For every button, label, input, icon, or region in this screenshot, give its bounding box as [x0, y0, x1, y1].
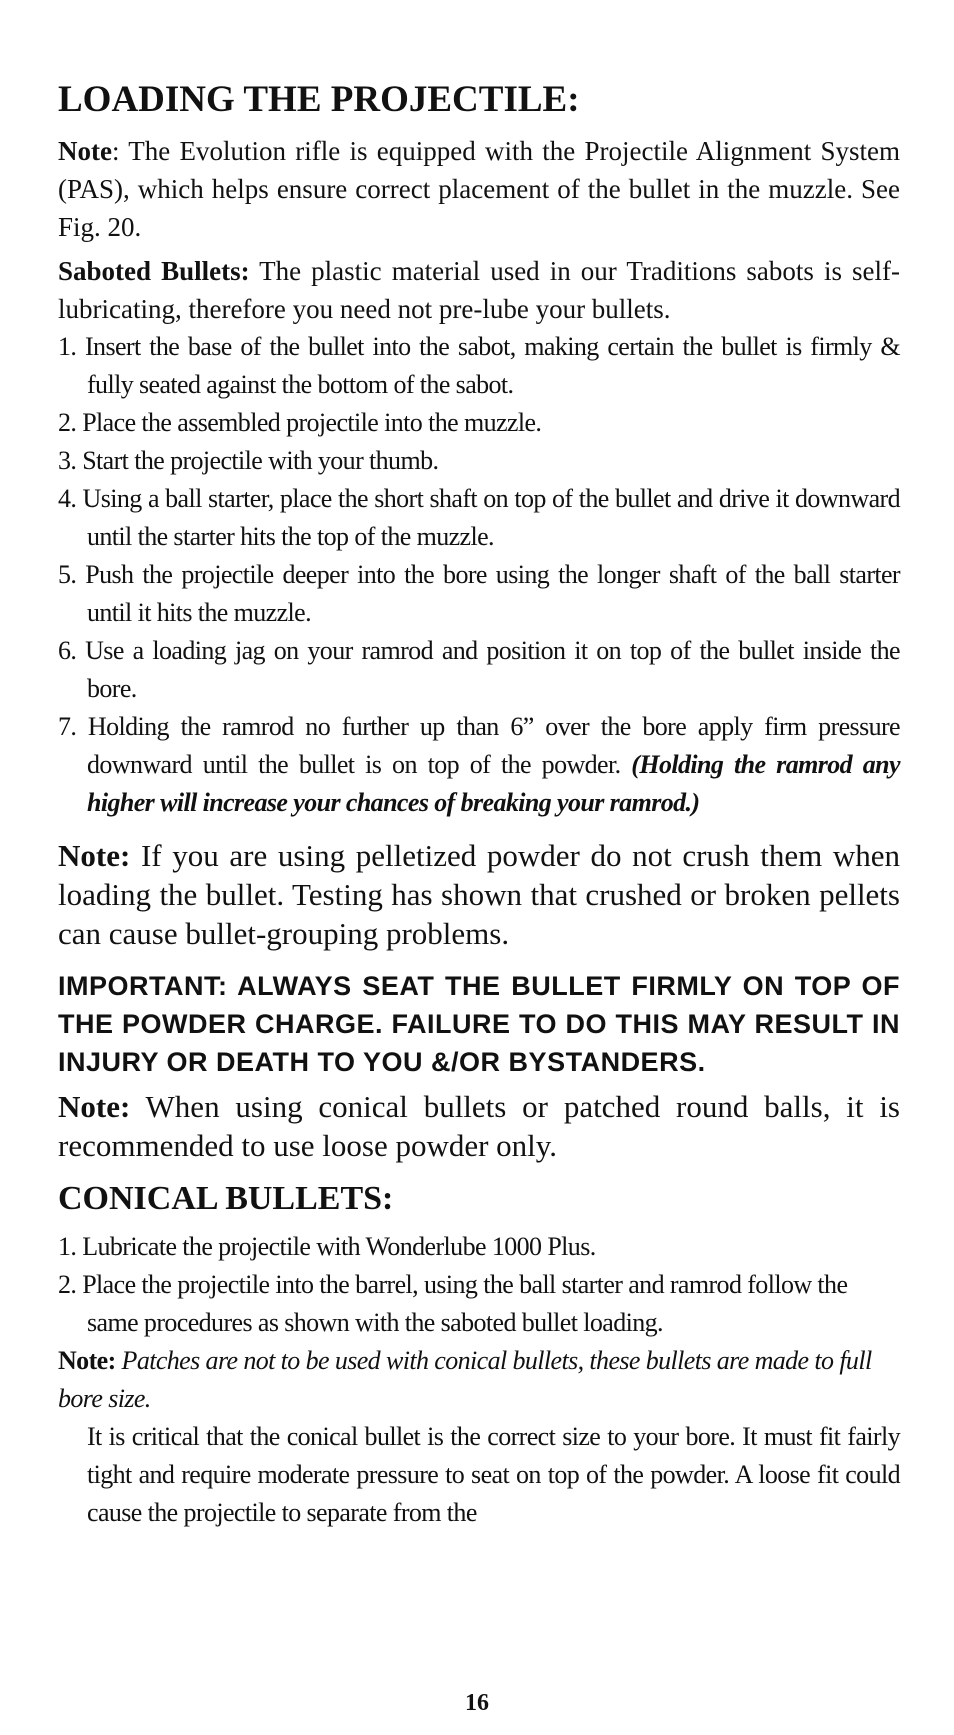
note-pas-text: : The Evolution rifle is equipped with the Projectile Alignment System (PAS), which helps ensure correct placement of the bullet in the muzzle. See Fig. 20. — [58, 136, 900, 243]
step7-warning: (Holding the ramrod any higher will increase your chances of breaking your ramrod.) — [87, 750, 900, 818]
page-number: 16 — [465, 1690, 489, 1716]
important-warning: IMPORTANT: ALWAYS SEAT THE BULLET FIRMLY ON TOP OF THE POWDER CHARGE. FAILURE TO DO THIS MAY RESULT IN INJURY OR DEATH TO YOU &/OR BYSTANDERS. — [58, 971, 900, 1078]
saboted-step-2: 2. Place the assembled projectile into the muzzle. — [58, 408, 542, 438]
section-heading-conical: CONICAL BULLETS: — [58, 1180, 394, 1218]
note-patches-label: Note: — [58, 1346, 116, 1376]
manual-page — [58, 78, 900, 1532]
note-conical — [58, 1087, 900, 1165]
conical-steps-list — [58, 1228, 900, 1342]
note-conical-label: Note: — [58, 1089, 131, 1125]
saboted-step-3: 3. Start the projectile with your thumb. — [58, 446, 439, 476]
note-patches — [58, 1342, 900, 1418]
step7-text: 7. Holding the ramrod no further up than 6” over the bore apply firm pressure downward until the bullet is on top of the powder. — [58, 712, 900, 780]
note-patches-text: Patches are not to be used with conical bullets, these bullets are made to full bore size. — [58, 1346, 872, 1414]
conical-step-2: 2. Place the projectile into the barrel, using the ball starter and ramrod follow the same procedures as shown with the saboted bullet loading. — [58, 1270, 848, 1338]
saboted-text: The plastic material used in our Traditions sabots is self-lubricating, therefore you need not pre-lube your bullets. — [58, 256, 900, 325]
note-pas — [58, 132, 900, 246]
conical-step-1: 1. Lubricate the projectile with Wonderlube 1000 Plus. — [58, 1232, 596, 1262]
saboted-bullets-paragraph — [58, 252, 900, 328]
saboted-step-7 — [58, 708, 900, 822]
note-pellets — [58, 836, 900, 953]
note-pellets-text: If you are using pelletized powder do not crush them when loading the bullet. Testing has shown that crushed or broken pellets can cause bullet-grouping problems. — [58, 838, 900, 952]
saboted-label: Saboted Bullets: — [58, 256, 250, 287]
saboted-step-4: 4. Using a ball starter, place the short shaft on top of the bullet and drive it downward until the starter hits the top of the muzzle. — [58, 484, 900, 552]
note-pellets-label: Note: — [58, 838, 131, 874]
note-pas-label: Note — [58, 136, 112, 167]
note-conical-text: When using conical bullets or patched round balls, it is recommended to use loose powder only. — [58, 1089, 900, 1164]
saboted-step-6: 6. Use a loading jag on your ramrod and position it on top of the bullet inside the bore. — [58, 636, 900, 704]
saboted-step-5: 5. Push the projectile deeper into the bore using the longer shaft of the ball starter until it hits the muzzle. — [58, 560, 900, 628]
saboted-step-1: 1. Insert the base of the bullet into the sabot, making certain the bullet is firmly & fully seated against the bottom of the sabot. — [58, 332, 900, 400]
section-heading-loading: LOADING THE PROJECTILE: — [58, 79, 580, 120]
critical-paragraph: It is critical that the conical bullet is the correct size to your bore. It must fit fairly tight and require moderate pressure to seat on top of the powder. A loose fit could cause the projectile to separate from the — [87, 1422, 900, 1528]
saboted-steps-list — [58, 328, 900, 822]
